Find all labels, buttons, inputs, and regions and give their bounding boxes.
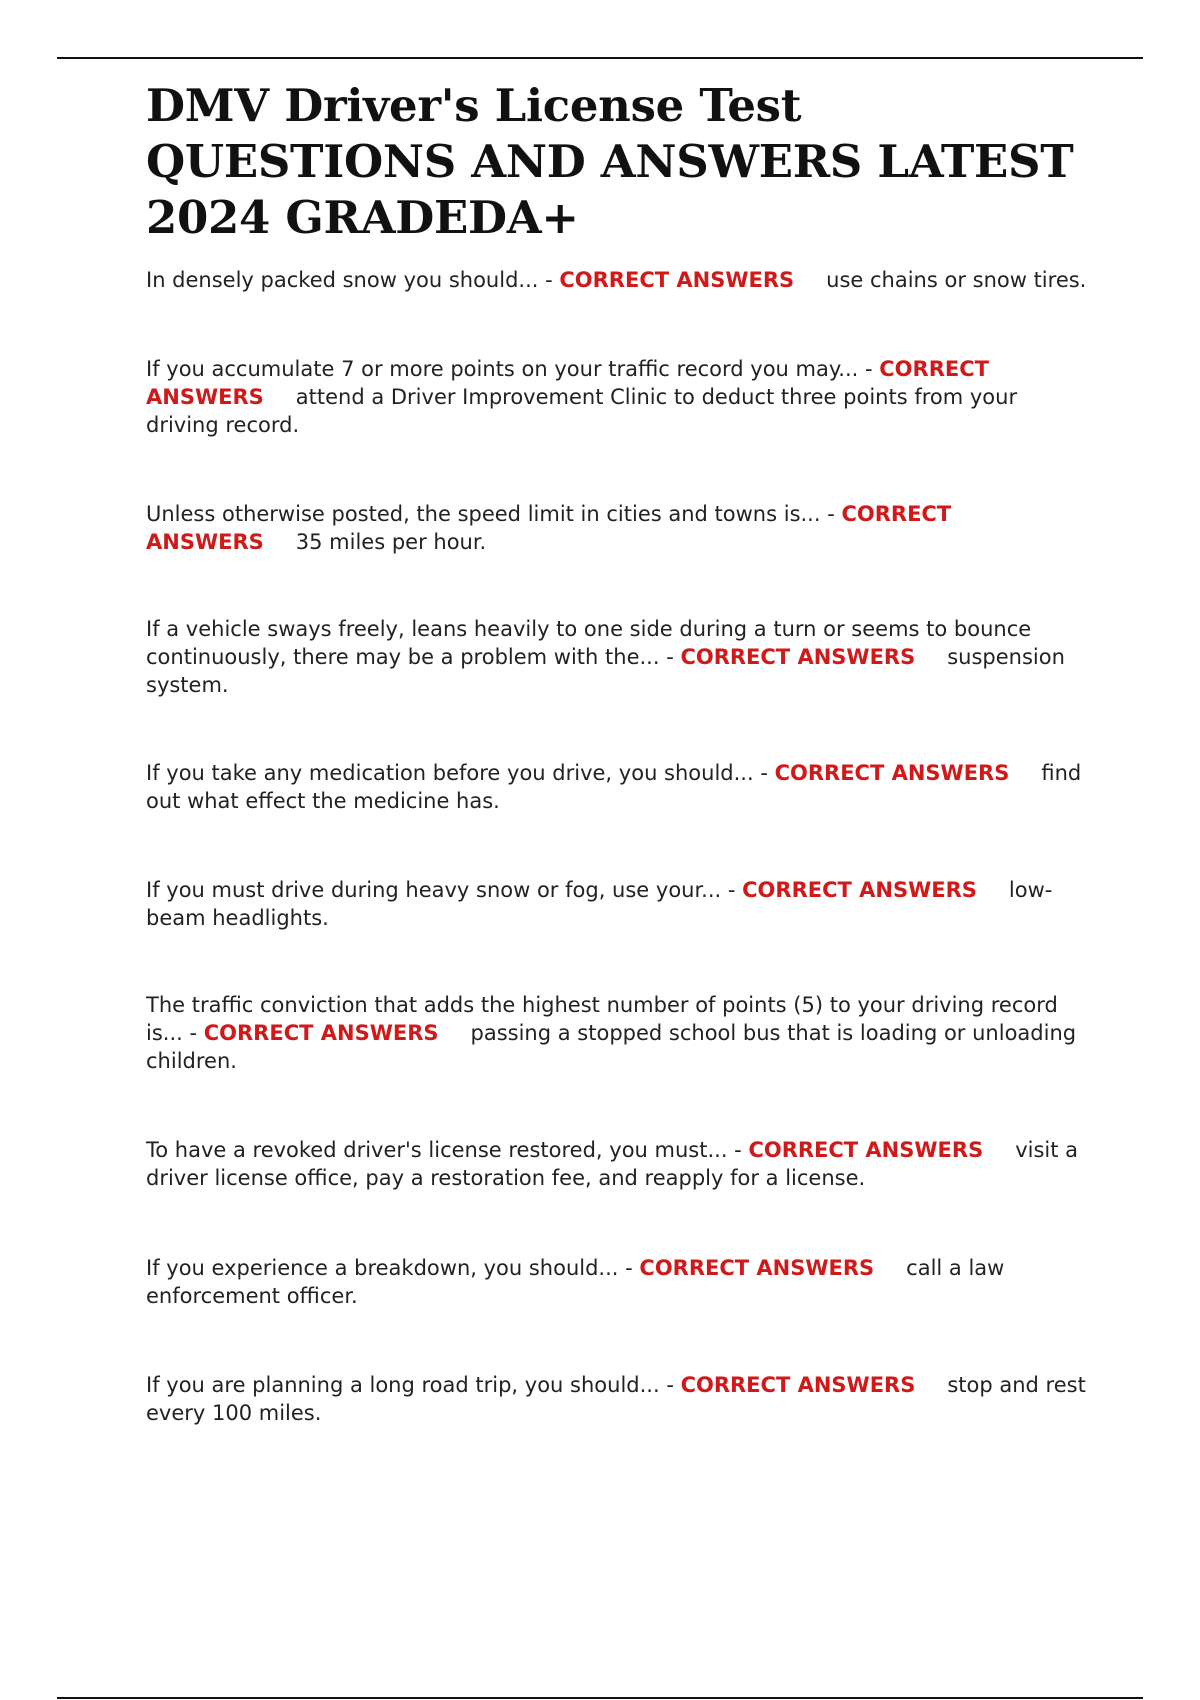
question-text: If you experience a breakdown, you should... [146,1256,619,1280]
qa-item [146,266,1092,294]
qa-item [146,759,1092,815]
question-text: To have a revoked driver's license restored, you must... [146,1138,728,1162]
question-text: In densely packed snow you should... [146,268,539,292]
correct-answers-label: CORRECT ANSWERS [559,268,795,292]
separator: - [659,1373,681,1397]
answer-text: use chains or snow tires. [826,268,1087,292]
question-text: The traffic conviction that adds the highest number of points (5) to your driving record is... [146,993,1058,1045]
answer-text: low-beam headlights. [146,878,1053,930]
correct-answers-label: CORRECT ANSWERS [774,761,1010,785]
separator: - [182,1021,204,1045]
question-text: If you must drive during heavy snow or fog, use your... [146,878,722,902]
correct-answers-label: CORRECT ANSWERS [203,1021,439,1045]
answer-text: visit a driver license office, pay a restoration fee, and reapply for a license. [146,1138,1079,1190]
correct-answers-label: CORRECT ANSWERS [748,1138,984,1162]
correct-answers-label: CORRECT ANSWERS [680,1373,916,1397]
qa-item [146,1254,1092,1310]
bottom-rule [57,1697,1143,1699]
question-text: If you take any medication before you drive, you should... [146,761,754,785]
separator: - [618,1256,640,1280]
qa-item [146,355,1092,439]
separator: - [721,878,743,902]
qa-item [146,876,1092,932]
qa-item [146,615,1092,699]
separator: - [659,645,681,669]
question-text: If a vehicle sways freely, leans heavily to one side during a turn or seems to bounce continuously, there may be a problem with the... [146,617,1032,669]
question-text: If you accumulate 7 or more points on your traffic record you may... [146,357,859,381]
answer-text: attend a Driver Improvement Clinic to deduct three points from your driving record. [146,385,1018,437]
correct-answers-label: CORRECT ANSWERS [146,357,989,409]
qa-list [146,266,1092,1427]
document-title: DMV Driver's License Test QUESTIONS AND ANSWERS LATEST 2024 GRADEDA+ [146,79,1074,244]
answer-text: stop and rest every 100 miles. [146,1373,1086,1425]
separator: - [820,502,842,526]
qa-item [146,1371,1092,1427]
correct-answers-label: CORRECT ANSWERS [146,502,952,554]
answer-text: 35 miles per hour. [295,530,487,554]
qa-item [146,991,1092,1075]
page-content [146,78,1092,1427]
qa-item [146,1136,1092,1192]
answer-text: find out what effect the medicine has. [146,761,1082,813]
answer-text: call a law enforcement officer. [146,1256,1005,1308]
top-rule [57,57,1143,59]
separator: - [858,357,880,381]
correct-answers-label: CORRECT ANSWERS [680,645,916,669]
question-text: Unless otherwise posted, the speed limit in cities and towns is... [146,502,821,526]
correct-answers-label: CORRECT ANSWERS [742,878,977,902]
separator: - [727,1138,749,1162]
separator: - [753,761,775,785]
qa-item [146,500,1092,556]
correct-answers-label: CORRECT ANSWERS [639,1256,875,1280]
question-text: If you are planning a long road trip, you should... [146,1373,660,1397]
separator: - [538,268,560,292]
answer-text: passing a stopped school bus that is loading or unloading children. [146,1021,1077,1073]
answer-text: suspension system. [146,645,1065,697]
